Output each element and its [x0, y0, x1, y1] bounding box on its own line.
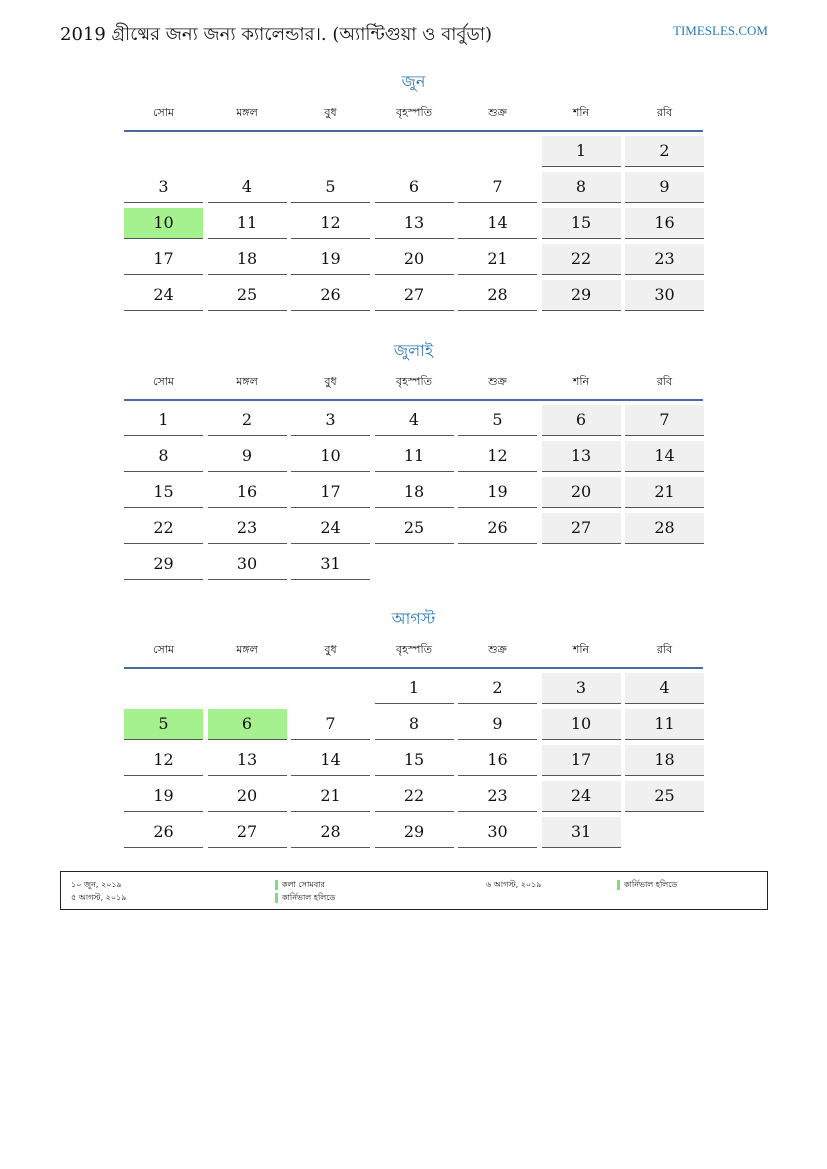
weekday-label: রবি	[656, 643, 673, 656]
day-cell: 27	[375, 280, 454, 311]
legend-holiday-name: কার্নিভাল হলিডে	[624, 880, 678, 889]
day-cell: 14	[458, 208, 537, 239]
day-cell: 8	[375, 709, 454, 740]
holiday-day-cell: 6	[208, 709, 287, 740]
legend-holiday	[617, 879, 677, 892]
day-cell: 22	[375, 781, 454, 812]
month-title: জুন	[401, 72, 426, 91]
legend-date: ১০ জুন, ২০১৯	[71, 880, 122, 889]
weekday-label: বৃহস্পতি	[396, 643, 432, 656]
day-cell: 20	[208, 781, 287, 812]
day-cell: 10	[542, 709, 621, 740]
day-cell: 20	[375, 244, 454, 275]
day-cell: 1	[375, 673, 454, 704]
day-cell: 13	[208, 745, 287, 776]
day-cell: 15	[124, 477, 203, 508]
day-cell: 11	[208, 208, 287, 239]
day-cell: 3	[542, 673, 621, 704]
weekday-header	[124, 639, 703, 669]
legend-date: ৫ আগস্ট, ২০১৯	[71, 893, 127, 902]
day-cell: 2	[625, 136, 704, 167]
day-cell: 28	[625, 513, 704, 544]
day-cell: 23	[208, 513, 287, 544]
day-cell: 29	[542, 280, 621, 311]
day-cell: 16	[458, 745, 537, 776]
day-cell: 5	[458, 405, 537, 436]
weekday-label: শুক্র	[488, 643, 507, 656]
day-cell: 15	[375, 745, 454, 776]
weekday-label: বৃহস্পতি	[396, 106, 432, 119]
weekday-label: শুক্র	[488, 106, 507, 119]
page-header	[60, 18, 768, 46]
day-cell: 1	[542, 136, 621, 167]
day-cell: 4	[625, 673, 704, 704]
month-august	[124, 607, 703, 841]
day-cell: 21	[625, 477, 704, 508]
day-cell: 9	[458, 709, 537, 740]
day-cell: 8	[124, 441, 203, 472]
day-cell: 4	[375, 405, 454, 436]
day-cell: 31	[291, 549, 370, 580]
legend-holiday	[275, 879, 325, 892]
day-cell: 21	[291, 781, 370, 812]
day-cell: 18	[375, 477, 454, 508]
day-cell: 16	[208, 477, 287, 508]
day-cell: 31	[542, 817, 621, 848]
day-cell: 12	[291, 208, 370, 239]
day-cell: 30	[458, 817, 537, 848]
day-cell: 12	[124, 745, 203, 776]
weekday-label: শনি	[572, 106, 590, 119]
day-cell: 3	[291, 405, 370, 436]
day-cell: 25	[208, 280, 287, 311]
weekday-label: মঙ্গল	[236, 375, 258, 388]
day-cell: 8	[542, 172, 621, 203]
day-cell: 9	[625, 172, 704, 203]
day-cell: 9	[208, 441, 287, 472]
weekday-label: মঙ্গল	[236, 643, 258, 656]
day-cell: 14	[291, 745, 370, 776]
day-cell: 7	[291, 709, 370, 740]
month-title: জুলাই	[393, 341, 434, 360]
holiday-legend	[60, 871, 768, 910]
weekday-label: বুধ	[324, 643, 337, 656]
day-cell: 7	[625, 405, 704, 436]
day-cell: 28	[291, 817, 370, 848]
day-cell: 20	[542, 477, 621, 508]
day-cell: 14	[625, 441, 704, 472]
legend-holiday-name: কলা সোমবার	[282, 880, 325, 889]
day-cell: 30	[625, 280, 704, 311]
day-cell: 29	[375, 817, 454, 848]
day-cell: 25	[625, 781, 704, 812]
legend-holiday	[275, 892, 335, 905]
day-cell: 11	[625, 709, 704, 740]
holiday-marker	[275, 880, 278, 890]
day-cell: 11	[375, 441, 454, 472]
day-cell: 19	[124, 781, 203, 812]
month-june	[124, 70, 703, 304]
day-cell: 6	[375, 172, 454, 203]
day-cell: 17	[124, 244, 203, 275]
weekday-label: রবি	[656, 375, 673, 388]
weekday-label: বুধ	[324, 375, 337, 388]
day-cell: 10	[291, 441, 370, 472]
day-cell: 26	[291, 280, 370, 311]
day-cell: 22	[542, 244, 621, 275]
day-cell: 1	[124, 405, 203, 436]
day-cell: 18	[625, 745, 704, 776]
day-cell: 2	[208, 405, 287, 436]
day-cell: 27	[208, 817, 287, 848]
weekday-label: শনি	[572, 643, 590, 656]
holiday-day-cell: 10	[124, 208, 203, 239]
day-cell: 26	[458, 513, 537, 544]
weekday-header	[124, 102, 703, 132]
day-cell: 23	[458, 781, 537, 812]
holiday-marker	[617, 880, 620, 890]
day-cell: 27	[542, 513, 621, 544]
day-cell: 19	[291, 244, 370, 275]
day-cell: 3	[124, 172, 203, 203]
weekday-label: বুধ	[324, 106, 337, 119]
month-title: আগস্ট	[391, 609, 436, 628]
day-cell: 19	[458, 477, 537, 508]
weekday-label: শনি	[572, 375, 590, 388]
day-cell: 13	[542, 441, 621, 472]
weekday-label: সোম	[152, 643, 175, 656]
day-cell: 15	[542, 208, 621, 239]
day-cell: 21	[458, 244, 537, 275]
day-cell: 17	[542, 745, 621, 776]
weekday-label: সোম	[152, 106, 175, 119]
day-cell: 25	[375, 513, 454, 544]
weekday-label: মঙ্গল	[236, 106, 258, 119]
day-cell: 12	[458, 441, 537, 472]
day-cell: 7	[458, 172, 537, 203]
month-july	[124, 339, 703, 573]
weekday-label: রবি	[656, 106, 673, 119]
day-cell: 23	[625, 244, 704, 275]
day-cell: 2	[458, 673, 537, 704]
brand-link[interactable]: TIMESLES.COM	[673, 23, 768, 38]
weekday-label: বৃহস্পতি	[396, 375, 432, 388]
day-cell: 26	[124, 817, 203, 848]
legend-holiday-name: কার্নিভাল হলিডে	[282, 893, 336, 902]
day-cell: 6	[542, 405, 621, 436]
day-cell: 22	[124, 513, 203, 544]
weekday-header	[124, 371, 703, 401]
holiday-marker	[275, 893, 278, 903]
day-cell: 30	[208, 549, 287, 580]
day-cell: 29	[124, 549, 203, 580]
day-cell: 17	[291, 477, 370, 508]
day-cell: 28	[458, 280, 537, 311]
day-cell: 18	[208, 244, 287, 275]
weekday-label: সোম	[152, 375, 175, 388]
day-cell: 24	[542, 781, 621, 812]
day-cell: 16	[625, 208, 704, 239]
page-title: 2019 গ্রীষ্মের জন্য জন্য ক্যালেন্ডার।. (অ্যান্টিগুয়া ও বার্বুডা)	[60, 24, 492, 45]
legend-date: ৬ আগস্ট, ২০১৯	[486, 880, 542, 889]
holiday-day-cell: 5	[124, 709, 203, 740]
day-cell: 5	[291, 172, 370, 203]
day-cell: 24	[291, 513, 370, 544]
day-cell: 24	[124, 280, 203, 311]
day-cell: 13	[375, 208, 454, 239]
day-cell: 4	[208, 172, 287, 203]
weekday-label: শুক্র	[488, 375, 507, 388]
